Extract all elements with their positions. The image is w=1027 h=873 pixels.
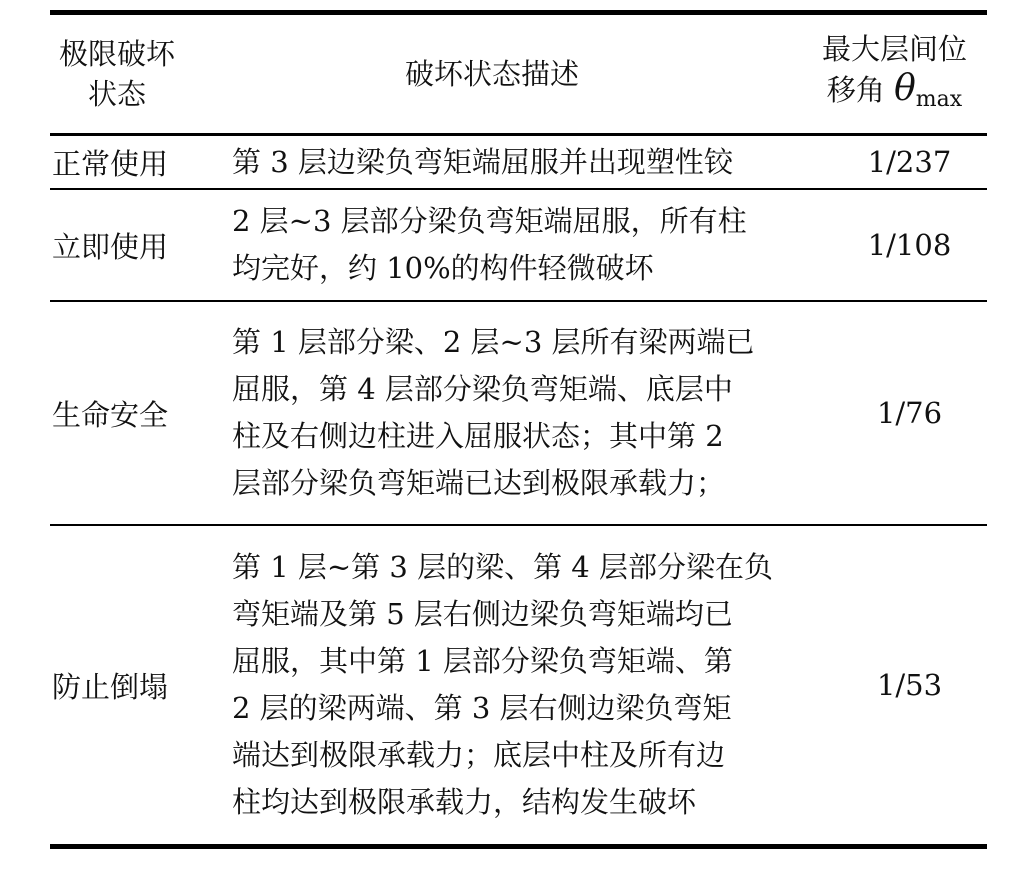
theta-symbol: θ bbox=[894, 67, 916, 109]
table-row bbox=[50, 302, 987, 524]
header-max-drift: 最大层间位 移角 $\theta_{max}$ bbox=[821, 31, 967, 112]
row-state: 防止倒塌 bbox=[52, 669, 169, 704]
table-row bbox=[50, 190, 987, 300]
row-description: 第 1 层部分梁、2 层~3 层所有梁两端已 屈服，第 4 层部分梁负弯矩端、底层中 柱及右侧边柱进入屈服状态；其中第 2 层部分梁负弯矩端已达到极限承载力； bbox=[232, 325, 755, 500]
table-bottom-rule bbox=[50, 844, 987, 849]
row-description: 第 1 层~第 3 层的梁、第 4 层部分梁在负 弯矩端及第 5 层右侧边梁负弯矩端均已 屈服，其中第 1 层部分梁负弯矩端、第 2 层的梁两端、第 3 层右侧边梁负弯矩 端达到极限承载力；底层中柱及所有边 柱均达到极限承载力，结构发生破坏 bbox=[232, 550, 773, 819]
theta-subscript: max bbox=[915, 86, 963, 112]
row-description: 第 3 层边梁负弯矩端屈服并出现塑性铰 bbox=[232, 144, 733, 179]
row-description: 2 层~3 层部分梁负弯矩端屈服，所有柱 均完好，约 10%的构件轻微破坏 bbox=[232, 204, 747, 285]
table-header-row bbox=[50, 15, 987, 133]
header-limit-state: 极限破坏 状态 bbox=[58, 37, 175, 111]
damage-state-table bbox=[50, 10, 987, 849]
table-row bbox=[50, 526, 987, 844]
row-state: 立即使用 bbox=[52, 229, 169, 264]
row-drift: 1/53 bbox=[876, 668, 943, 702]
row-drift: 1/108 bbox=[867, 228, 952, 262]
table-row bbox=[50, 136, 987, 188]
row-drift: 1/76 bbox=[876, 396, 943, 430]
row-state: 正常使用 bbox=[52, 146, 169, 181]
row-drift: 1/237 bbox=[867, 145, 952, 179]
header-description: 破坏状态描述 bbox=[404, 56, 579, 91]
row-state: 生命安全 bbox=[52, 397, 169, 432]
